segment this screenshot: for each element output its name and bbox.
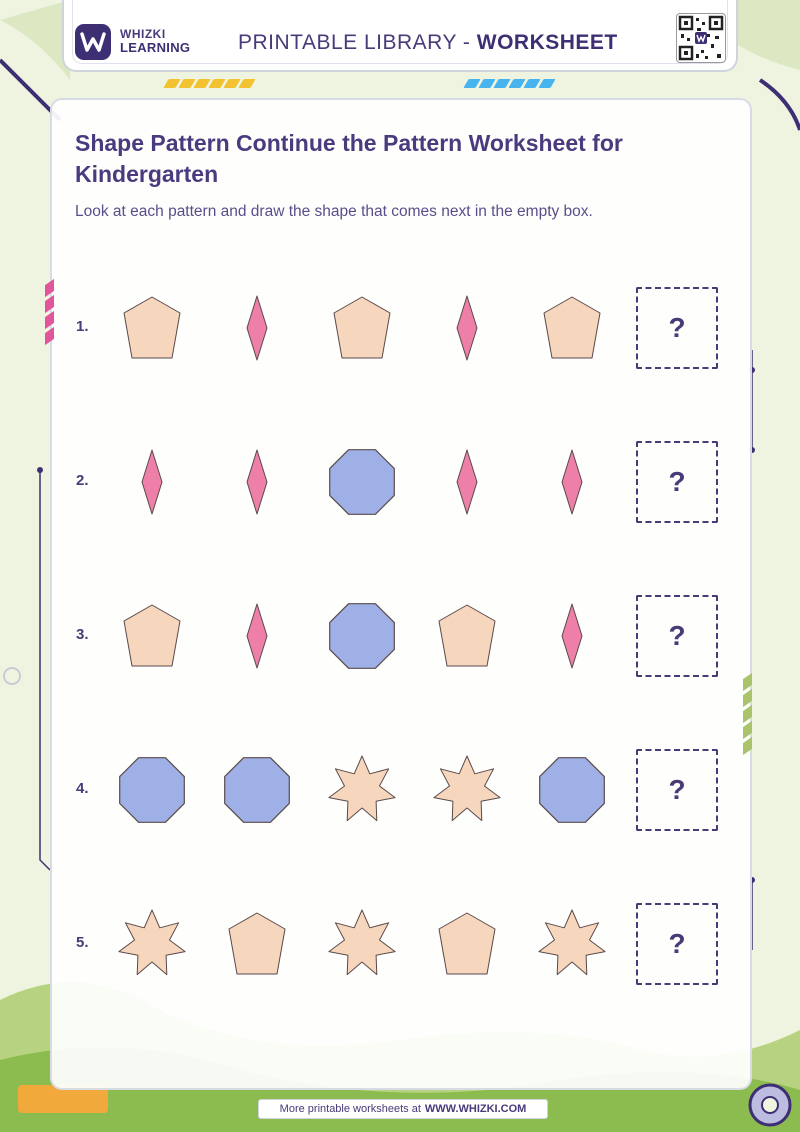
diamond-shape-icon <box>112 442 192 522</box>
row-number: 1. <box>76 318 89 335</box>
star-shape-icon <box>322 750 402 830</box>
pattern-shape <box>112 904 192 984</box>
pattern-shape <box>427 904 507 984</box>
footer-site-link[interactable]: WWW.WHIZKI.COM <box>424 1103 527 1115</box>
answer-box[interactable] <box>636 903 718 985</box>
star-shape-icon <box>112 904 192 984</box>
pattern-shape <box>427 288 507 368</box>
pattern-shape <box>112 288 192 368</box>
worksheet-instructions: Look at each pattern and draw the shape that comes next in the empty box. <box>75 203 593 220</box>
answer-placeholder: ? <box>668 774 686 805</box>
yellow-stripe-bar <box>166 79 253 89</box>
pattern-shape <box>532 288 612 368</box>
footer-banner <box>258 1099 548 1119</box>
pattern-shape <box>532 750 612 830</box>
pattern-row <box>0 902 800 1002</box>
pattern-shape <box>322 904 402 984</box>
pattern-row <box>0 748 800 848</box>
worksheet-title: Shape Pattern Continue the Pattern Worksheet for Kindergarten <box>75 130 623 187</box>
library-title <box>238 31 618 55</box>
pattern-shape <box>217 442 297 522</box>
answer-box[interactable] <box>636 287 718 369</box>
pattern-shape <box>322 750 402 830</box>
star-shape-icon <box>532 904 612 984</box>
pentagon-shape-icon <box>427 596 507 676</box>
diamond-shape-icon <box>532 596 612 676</box>
pattern-shape <box>112 596 192 676</box>
pattern-row <box>0 286 800 386</box>
answer-placeholder: ? <box>668 928 686 959</box>
library-type: WORKSHEET <box>476 31 618 54</box>
answer-placeholder: ? <box>668 620 686 651</box>
octagon-shape-icon <box>112 750 192 830</box>
row-number: 4. <box>76 780 89 797</box>
pattern-shape <box>322 596 402 676</box>
pentagon-shape-icon <box>112 596 192 676</box>
star-shape-icon <box>427 750 507 830</box>
pattern-shape <box>532 596 612 676</box>
pentagon-shape-icon <box>217 904 297 984</box>
pattern-shape <box>427 596 507 676</box>
answer-placeholder: ? <box>668 466 686 497</box>
answer-box[interactable] <box>636 595 718 677</box>
row-number: 3. <box>76 626 89 643</box>
footer-text: More printable worksheets at <box>279 1103 421 1115</box>
pattern-shape <box>532 442 612 522</box>
logo-wordmark[interactable] <box>120 27 190 55</box>
answer-box[interactable] <box>636 749 718 831</box>
pattern-shape <box>427 750 507 830</box>
diamond-shape-icon <box>427 442 507 522</box>
pentagon-shape-icon <box>322 288 402 368</box>
pentagon-shape-icon <box>427 904 507 984</box>
answer-box[interactable] <box>636 441 718 523</box>
whizki-logo-icon[interactable] <box>75 24 111 60</box>
pattern-row <box>0 594 800 694</box>
row-number: 2. <box>76 472 89 489</box>
pattern-shape <box>217 904 297 984</box>
diamond-shape-icon <box>532 442 612 522</box>
pattern-shape <box>217 750 297 830</box>
pattern-shape <box>217 288 297 368</box>
pattern-shape <box>322 442 402 522</box>
library-label: PRINTABLE LIBRARY - <box>238 31 477 54</box>
pattern-shape <box>217 596 297 676</box>
pattern-shape <box>112 442 192 522</box>
qr-code-icon[interactable] <box>676 13 726 63</box>
octagon-shape-icon <box>532 750 612 830</box>
diamond-shape-icon <box>217 288 297 368</box>
logo-line-1: WHIZKI <box>120 27 166 41</box>
answer-placeholder: ? <box>668 312 686 343</box>
octagon-shape-icon <box>217 750 297 830</box>
octagon-shape-icon <box>322 596 402 676</box>
logo-line-2: LEARNING <box>120 40 191 55</box>
blue-stripe-bar <box>466 79 553 89</box>
diamond-shape-icon <box>427 288 507 368</box>
diamond-shape-icon <box>217 596 297 676</box>
pentagon-shape-icon <box>532 288 612 368</box>
pattern-shape <box>322 288 402 368</box>
pattern-shape <box>532 904 612 984</box>
pattern-shape <box>427 442 507 522</box>
star-shape-icon <box>322 904 402 984</box>
pattern-shape <box>112 750 192 830</box>
row-number: 5. <box>76 934 89 951</box>
pattern-row <box>0 440 800 540</box>
diamond-shape-icon <box>217 442 297 522</box>
pentagon-shape-icon <box>112 288 192 368</box>
octagon-shape-icon <box>322 442 402 522</box>
